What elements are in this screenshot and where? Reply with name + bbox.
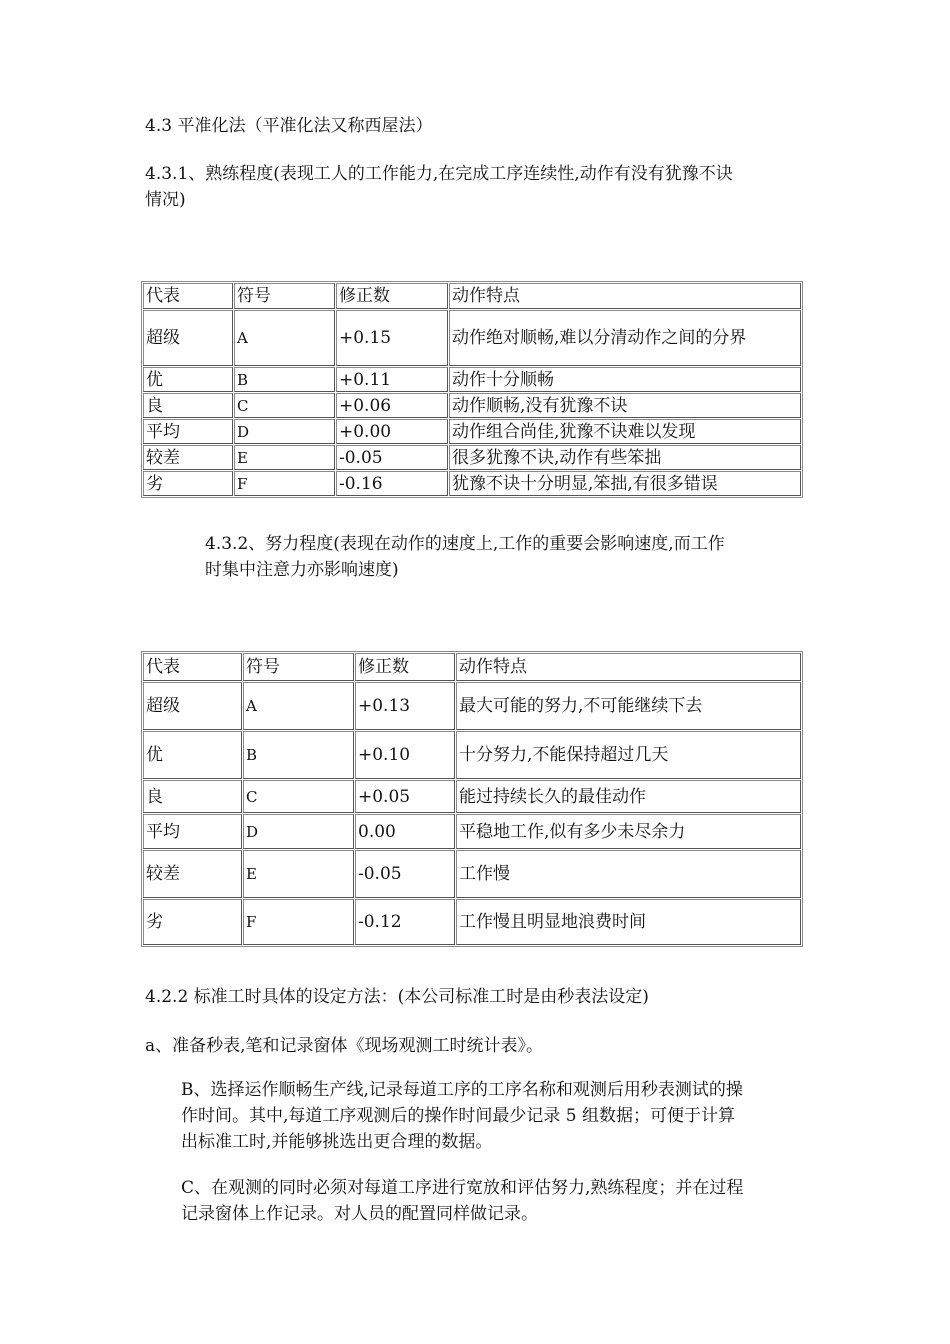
- header-cell: 修正数: [355, 653, 455, 681]
- step-c-paragraph: [181, 1175, 743, 1227]
- table-row: [143, 393, 801, 418]
- header-cell: 代表: [143, 283, 233, 309]
- table-cell: 十分努力,不能保持超过几天: [456, 731, 801, 779]
- step-b-line1: B、选择运作顺畅生产线,记录每道工序的工序名称和观测后用秒表测试的操: [181, 1080, 743, 1100]
- table-cell: 工作慢且明显地浪费时间: [456, 899, 801, 945]
- table-row: [143, 899, 801, 945]
- table-cell: B: [243, 731, 354, 779]
- table-cell: 能过持续长久的最佳动作: [456, 780, 801, 813]
- header-cell: 动作特点: [449, 283, 801, 309]
- skill-level-table: [141, 281, 803, 498]
- table-cell: +0.10: [355, 731, 455, 779]
- table-row: [143, 445, 801, 470]
- effort-level-table: [141, 651, 803, 947]
- table-cell: 劣: [143, 471, 233, 496]
- table-cell: F: [243, 899, 354, 945]
- table-cell: 平稳地工作,似有多少未尽余力: [456, 814, 801, 849]
- table-cell: 良: [143, 780, 242, 813]
- table-cell: 动作绝对顺畅,难以分清动作之间的分界: [449, 310, 801, 366]
- table-cell: A: [243, 682, 354, 730]
- table-cell: -0.12: [355, 899, 455, 945]
- table-cell: D: [243, 814, 354, 849]
- table-cell: 很多犹豫不诀,动作有些笨拙: [449, 445, 801, 470]
- section-4-3-heading: 4.3 平准化法（平准化法又称西屋法）: [145, 116, 433, 136]
- table-row: [143, 814, 801, 849]
- table-cell: D: [234, 419, 335, 444]
- table-cell: 平均: [143, 814, 242, 849]
- header-cell: 符号: [234, 283, 335, 309]
- table-cell: 劣: [143, 899, 242, 945]
- table-cell: 动作顺畅,没有犹豫不诀: [449, 393, 801, 418]
- table-cell: -0.05: [355, 850, 455, 898]
- table-cell: 最大可能的努力,不可能继续下去: [456, 682, 801, 730]
- step-a-text: a、准备秒表,笔和记录窗体《现场观测工时统计表》。: [145, 1036, 544, 1056]
- table-row: [143, 419, 801, 444]
- table-row: [143, 731, 801, 779]
- table-row: [143, 471, 801, 496]
- table-row: [143, 367, 801, 392]
- step-b-paragraph: [181, 1077, 743, 1155]
- table-row: [143, 780, 801, 813]
- step-c-line2: 记录窗体上作记录。对人员的配置同样做记录。: [181, 1204, 538, 1224]
- table-header-row: [143, 283, 801, 309]
- section-4-3-1-heading: [145, 161, 733, 213]
- section-4-3-2-line1: 4.3.2、努力程度(表现在动作的速度上,工作的重要会影响速度,而工作: [205, 534, 725, 554]
- table-cell: C: [234, 393, 335, 418]
- table-cell: B: [234, 367, 335, 392]
- table-cell: 动作组合尚佳,犹豫不诀难以发现: [449, 419, 801, 444]
- table-cell: E: [234, 445, 335, 470]
- header-cell: 修正数: [336, 283, 448, 309]
- table-cell: 犹豫不诀十分明显,笨拙,有很多错误: [449, 471, 801, 496]
- table-row: [143, 310, 801, 366]
- table-cell: 超级: [143, 682, 242, 730]
- table-cell: +0.06: [336, 393, 448, 418]
- section-4-3-1-line1: 4.3.1、熟练程度(表现工人的工作能力,在完成工序连续性,动作有没有犹豫不诀: [145, 164, 733, 184]
- table-cell: +0.05: [355, 780, 455, 813]
- step-c-line1: C、在观测的同时必须对每道工序进行宽放和评估努力,熟练程度；并在过程: [181, 1178, 744, 1198]
- table-cell: 平均: [143, 419, 233, 444]
- table-cell: +0.00: [336, 419, 448, 444]
- table-row: [143, 682, 801, 730]
- section-4-2-2-heading: 4.2.2 标准工时具体的设定方法：(本公司标准工时是由秒表法设定): [145, 987, 649, 1007]
- table-cell: -0.16: [336, 471, 448, 496]
- table-cell: 动作十分顺畅: [449, 367, 801, 392]
- table-header-row: [143, 653, 801, 681]
- header-cell: 动作特点: [456, 653, 801, 681]
- table-cell: 优: [143, 367, 233, 392]
- table-cell: 0.00: [355, 814, 455, 849]
- section-4-3-1-line2: 情况): [145, 190, 186, 210]
- table-cell: 较差: [143, 850, 242, 898]
- header-cell: 符号: [243, 653, 354, 681]
- table-cell: 工作慢: [456, 850, 801, 898]
- step-b-line2: 作时间。其中,每道工序观测后的操作时间最少记录 5 组数据；可便于计算: [181, 1106, 736, 1126]
- table-cell: 良: [143, 393, 233, 418]
- table-cell: F: [234, 471, 335, 496]
- step-b-line3: 出标准工时,并能够挑选出更合理的数据。: [181, 1132, 493, 1152]
- table-cell: +0.13: [355, 682, 455, 730]
- header-cell: 代表: [143, 653, 242, 681]
- table-cell: -0.05: [336, 445, 448, 470]
- table-cell: +0.11: [336, 367, 448, 392]
- section-4-3-2-heading: [205, 531, 725, 583]
- table-cell: +0.15: [336, 310, 448, 366]
- table-cell: 超级: [143, 310, 233, 366]
- table-cell: A: [234, 310, 335, 366]
- section-4-3-2-line2: 时集中注意力亦影响速度): [205, 560, 399, 580]
- table-cell: C: [243, 780, 354, 813]
- table-cell: E: [243, 850, 354, 898]
- table-row: [143, 850, 801, 898]
- table-cell: 优: [143, 731, 242, 779]
- table-cell: 较差: [143, 445, 233, 470]
